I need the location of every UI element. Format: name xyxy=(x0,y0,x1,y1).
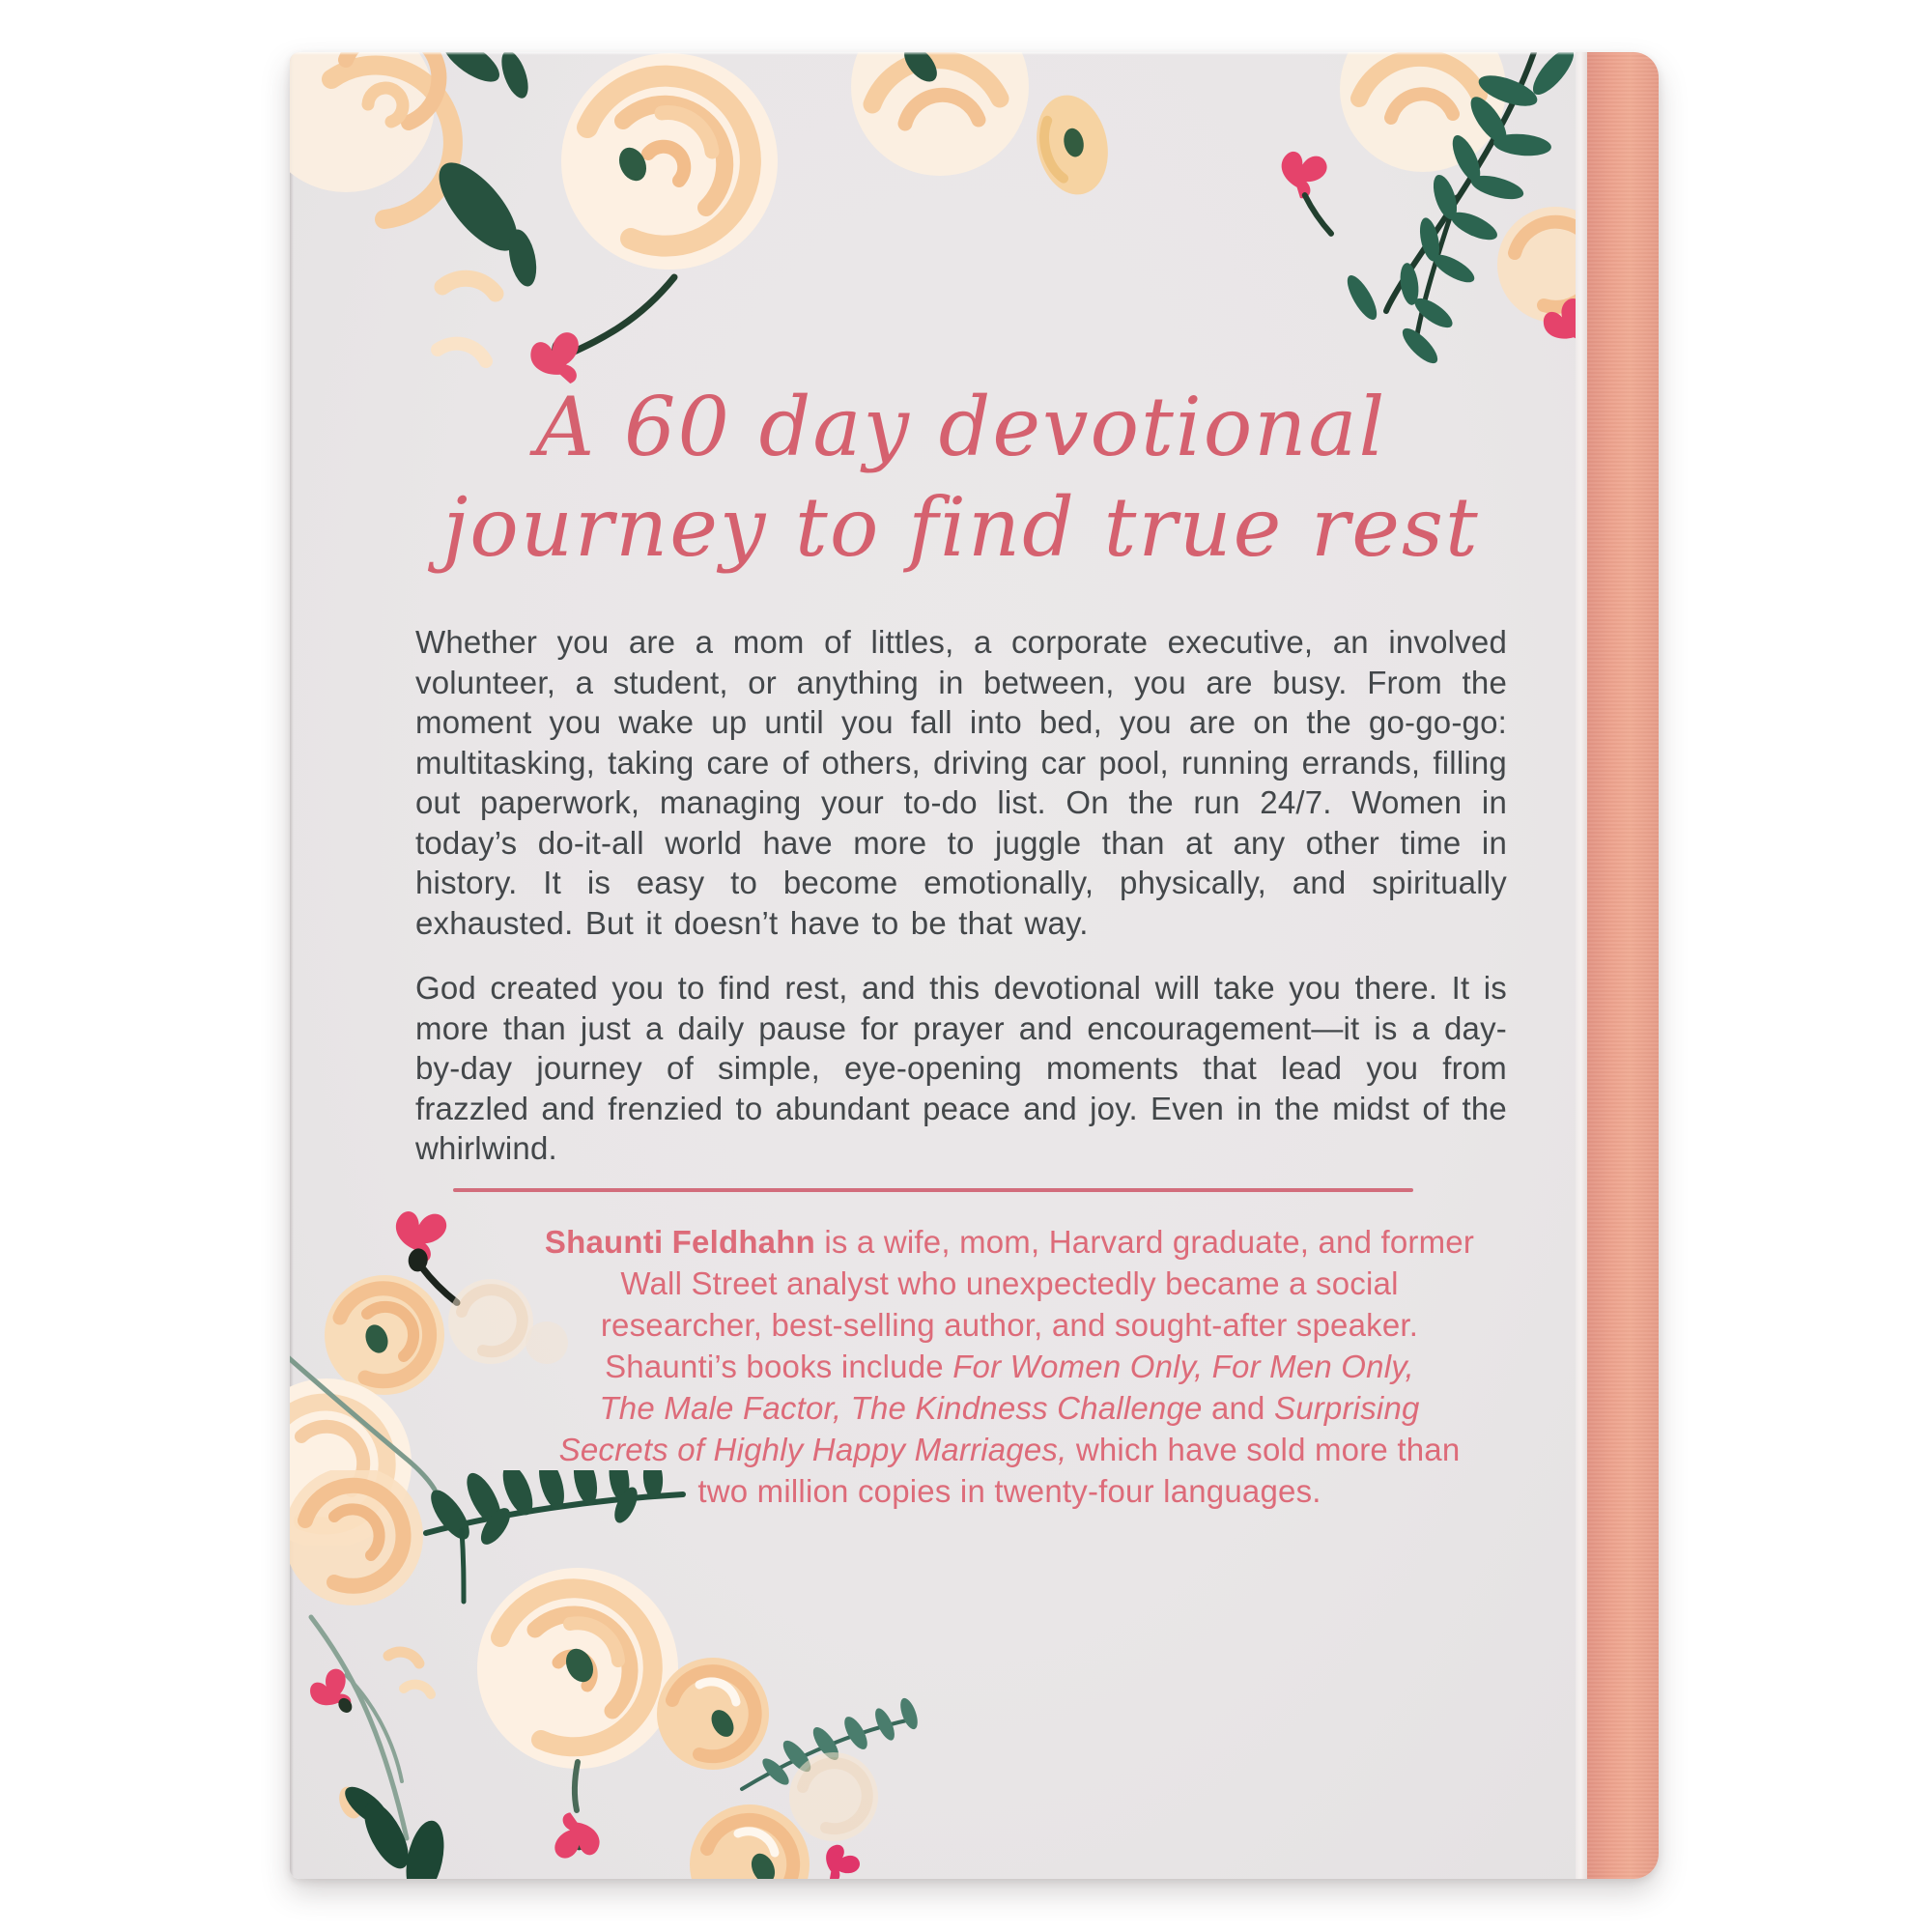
author-bio-line: Wall Street analyst who unexpectedly became a social xyxy=(620,1264,1399,1301)
petal-stroke-illustration xyxy=(438,344,486,361)
book-spine xyxy=(1587,52,1659,1879)
pink-flower-illustration xyxy=(305,1665,364,1725)
tagline-line-1: A 60 day devotional xyxy=(535,380,1387,474)
tagline-line-2: journey to find true rest xyxy=(442,480,1480,575)
divider-rule xyxy=(453,1188,1413,1192)
rose-corner-illustration xyxy=(290,52,453,219)
leaf-illustration xyxy=(437,52,533,101)
pink-flower-illustration xyxy=(813,1840,863,1879)
rose-large-illustration xyxy=(477,1568,678,1769)
rose-faint-illustration xyxy=(789,1752,878,1841)
book-back-cover xyxy=(290,52,1659,1879)
petal-stroke-illustration xyxy=(404,1685,431,1694)
description-paragraph-1: Whether you are a mom of littles, a corporate executive, an involved volunteer, a student, or anything in between, you are busy. From the moment you wake up until you fall into bed, you are on the go-go-go: multitasking, taking care of others, driving car pool, running errands, filling out paperwork, managing your to-do list. On the run 24/7. Women in today’s do-it-all world have more to juggle than at any other time in history. It is easy to become emotionally, physically, and spiritually exhausted. But it doesn’t have to be that way. xyxy=(415,624,1507,941)
cover-face xyxy=(290,52,1576,1879)
floral-bottom-left-illustration xyxy=(290,1470,945,1879)
cover-hinge-crease xyxy=(1576,52,1587,1879)
stem-illustration xyxy=(575,1762,578,1810)
pink-flower-illustration xyxy=(552,1810,601,1860)
rose-peach-illustration xyxy=(657,1658,769,1770)
author-bio-line: Shaunti Feldhahn is a wife, mom, Harvard graduate, and former xyxy=(544,1223,1475,1260)
author-bio-line: Shaunti’s books include For Women Only, For Men Only, xyxy=(605,1348,1414,1384)
author-bio-line: Secrets of Highly Happy Marriages, which have sold more than xyxy=(558,1431,1461,1467)
author-bio-line: researcher, best-selling author, and sought-after speaker. xyxy=(600,1306,1419,1343)
tagline xyxy=(415,377,1507,578)
author-bio-line: two million copies in twenty-four languages. xyxy=(697,1472,1321,1509)
stem-illustration xyxy=(570,277,674,354)
author-bio xyxy=(512,1221,1507,1512)
rose-large-illustration xyxy=(561,53,778,270)
petal-stroke-illustration xyxy=(388,1652,419,1663)
rose-soft-illustration xyxy=(851,52,1029,176)
pink-flower-illustration xyxy=(1268,148,1349,233)
stem-illustration xyxy=(462,1530,464,1602)
rose-bottom-illustration xyxy=(690,1804,810,1879)
author-bio-line: The Male Factor, The Kindness Challenge and Surprising xyxy=(599,1389,1420,1426)
cover-text-column xyxy=(415,377,1507,1512)
bud-illustration xyxy=(1028,89,1117,202)
petal-stroke-illustration xyxy=(442,278,496,294)
leaf-illustration xyxy=(426,151,541,289)
description-paragraph-2: God created you to find rest, and this devotional will take you there. It is more than just a daily pause for prayer and encouragement—it is a day-by-day journey of simple, eye-opening moments that lead you from frazzled and frenzied to abundant peace and joy. Even in the midst of the whirlwind. xyxy=(415,970,1507,1166)
rose-fragment-illustration xyxy=(290,1470,423,1605)
